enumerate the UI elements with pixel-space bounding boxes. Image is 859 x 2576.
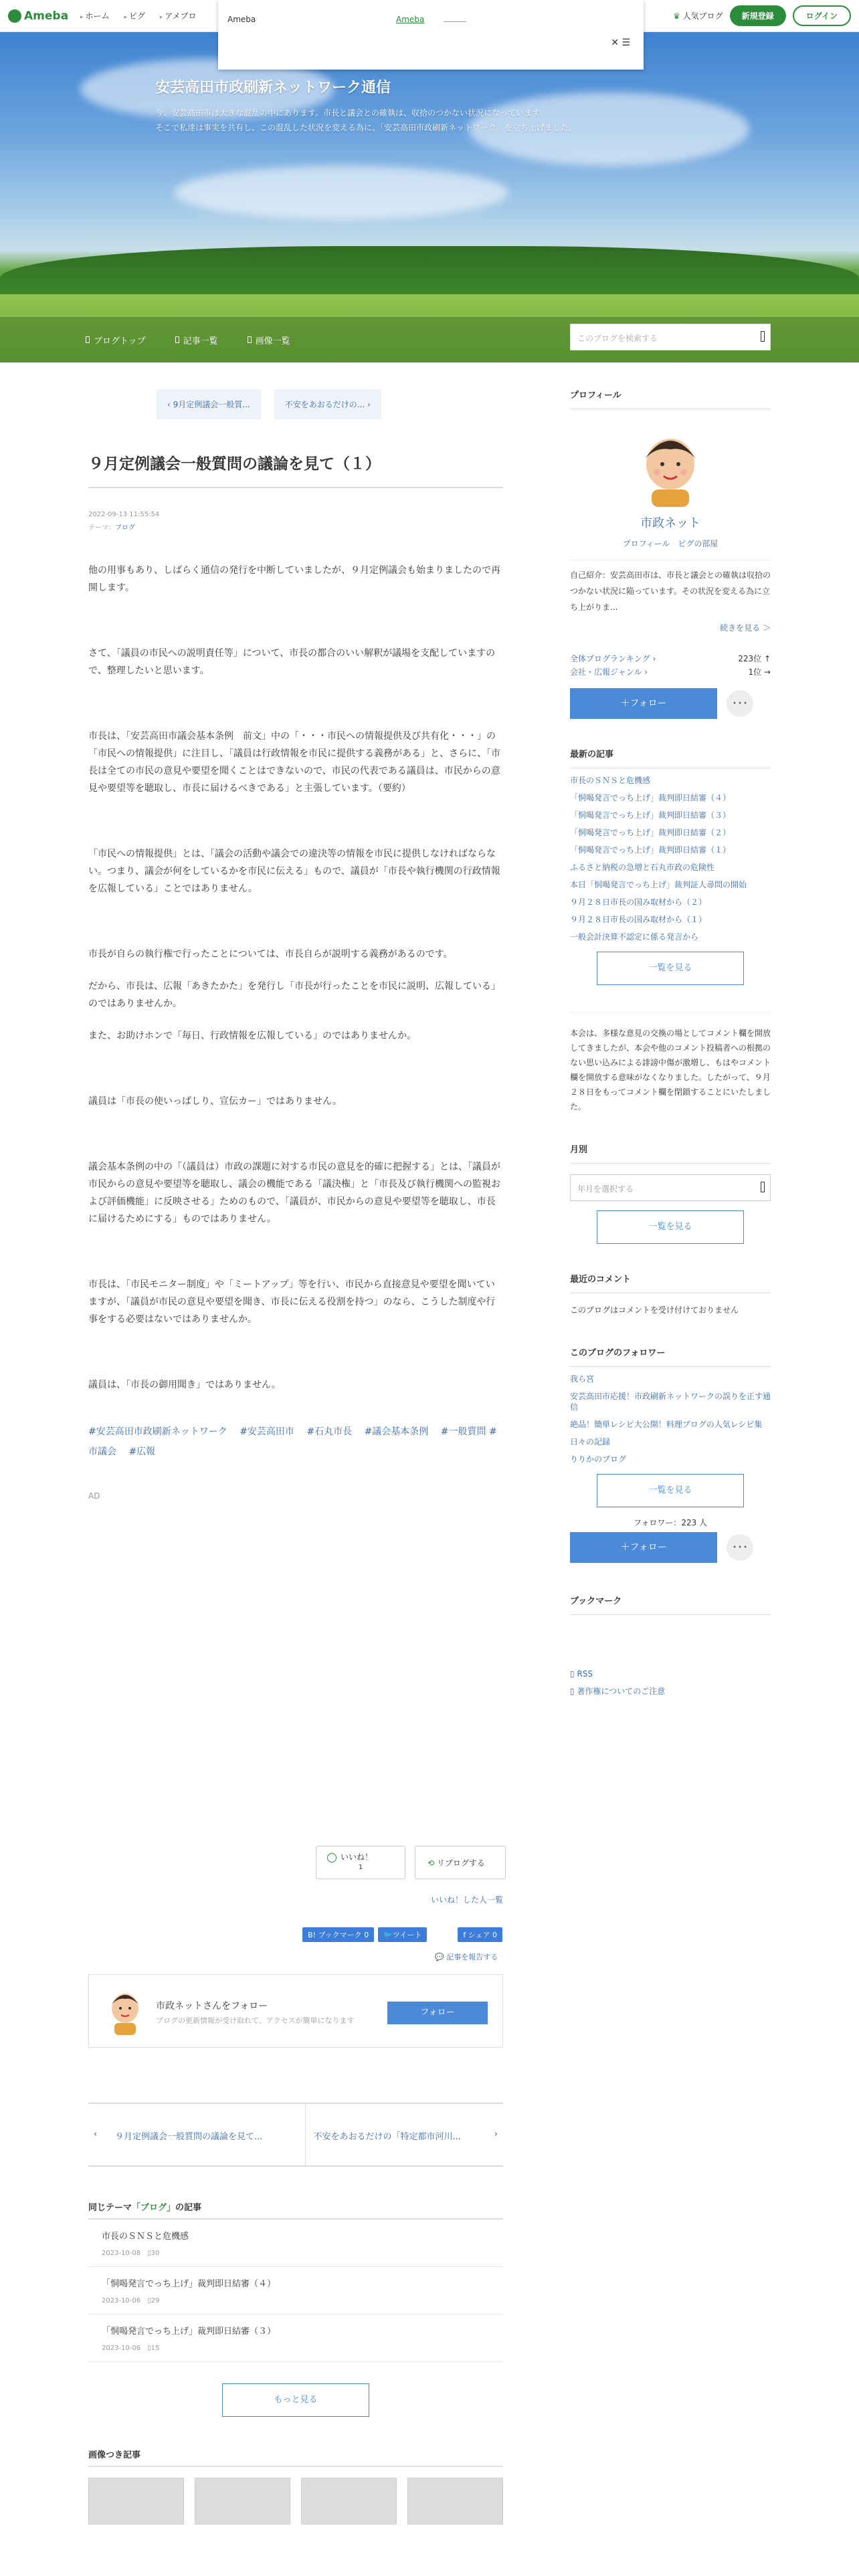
- blog-description: 今、安芸高田市は大きな混乱の中にあります。市長と議会との確執は、収拾のつかない状況になっています。 そこで私達は事実を共有し、この混乱した状況を変える為に、「安芸高田市政刷新ネットワーク」を立ち上げました。: [155, 108, 577, 132]
- paragraph: 議員は「市長の使いっぱしり、宣伝カー」ではありません。: [88, 1096, 342, 1107]
- hashtag[interactable]: #安芸高田市政刷新ネットワーク: [88, 1426, 227, 1437]
- follower-blog-link[interactable]: 日々の記録: [570, 1437, 611, 1446]
- rankings: [570, 652, 771, 679]
- main-column: [88, 362, 503, 1501]
- article-body: [88, 562, 503, 1394]
- rss-link[interactable]: ▯ RSS: [570, 1669, 593, 1679]
- bottom-pager: [88, 2103, 503, 2167]
- recent-list-button[interactable]: 一覧を見る: [597, 952, 744, 985]
- profile-name[interactable]: 市政ネット: [640, 516, 700, 530]
- popular-blog-link[interactable]: ♛ 人気ブログ: [673, 10, 723, 21]
- nav-home[interactable]: ▸ ホーム: [80, 10, 109, 21]
- article-thumbnail[interactable]: [407, 2478, 503, 2525]
- subnav-blog-top[interactable]: ブログトップ: [86, 334, 146, 346]
- recent-comments: [570, 1272, 771, 1317]
- ad-label: AD: [88, 1491, 100, 1501]
- followers-title: このブログのフォロワー: [570, 1346, 771, 1367]
- recent-article-link[interactable]: 「恫喝発言でっち上げ」裁判即日結審（４）: [570, 793, 731, 802]
- follow-button[interactable]: ＋フォロー: [570, 1532, 717, 1563]
- reblog-icon: ⟲: [427, 1858, 437, 1868]
- sidebar: [570, 362, 771, 1703]
- recent-article-link[interactable]: ふるさと納税の急増と石丸市政の危険性: [570, 863, 715, 872]
- page-icon: [248, 336, 252, 343]
- tweet-button[interactable]: 🐦ツイート: [378, 1927, 427, 1942]
- paragraph: 市長は、「安芸高田市議会基本条例 前文」中の「・・・市民への情報提供及び共有化・・・」の「市民への情報提供」に注目し、「議員は行政情報を市民に提供する義務がある」と、さらに、「市長は全ての市民の意見や要望を聞くことはできないので、市民の代表である議員は、市民からの意見や要望等を聴取し、市長に届けるべきである」と主張しています。（要約）: [88, 731, 500, 794]
- page-icon: [175, 336, 179, 343]
- ad-link[interactable]: Ameba: [396, 15, 425, 24]
- more-button[interactable]: もっと見る: [222, 2383, 369, 2417]
- report-article-link[interactable]: 💬 記事を報告する: [435, 1953, 498, 1961]
- article-thumbnail[interactable]: [301, 2478, 397, 2525]
- copyright-link[interactable]: ▯ 著作権についてのご注意: [570, 1687, 666, 1696]
- more-options-icon[interactable]: ･･･: [727, 1534, 753, 1561]
- hatena-bookmark-button[interactable]: B! ブックマーク 0: [302, 1927, 374, 1942]
- rank-overall[interactable]: 全体ブログランキング › 223位 ↑: [570, 654, 771, 663]
- search-icon[interactable]: [761, 331, 765, 342]
- subnav-image-list[interactable]: 画像一覧: [248, 334, 290, 346]
- recent-article-link[interactable]: 本日「恫喝発言でっち上げ」裁判証人尋問の開始: [570, 880, 747, 889]
- top-pager: [157, 389, 503, 419]
- comments-text: このブログはコメントを受け付けておりません: [570, 1305, 739, 1315]
- avatar: [105, 1988, 145, 2035]
- paragraph: だから、市長は、広報「あきたかた」を発行し「市長が行ったことを市民に説明、広報している」のではありませんか。: [88, 981, 500, 1009]
- recent-article-link[interactable]: 「恫喝発言でっち上げ」裁判即日結審（２）: [570, 828, 731, 837]
- paragraph: 市長が自らの執行権で行ったことについては、市長自らが説明する義務があるのです。: [88, 949, 453, 960]
- hashtag[interactable]: #市議会: [88, 1426, 497, 1457]
- next-article-link[interactable]: 不安をあおるだけの「特定都市河川... ›: [313, 2129, 498, 2142]
- login-button[interactable]: ログイン: [793, 5, 851, 26]
- recent-article-link[interactable]: 「恫喝発言でっち上げ」裁判即日結審（３）: [570, 811, 731, 820]
- article-title[interactable]: ９月定例議会一般質問の議論を見て（１）: [88, 451, 503, 488]
- paragraph: 議会基本条例の中の「（議員は）市政の課題に対する市民の意見を的確に把握する」とは、「議員が市民からの意見や要望等を聴取し、議会の機能である「議決権」と「市長及び執行機関への監視および評価機能」に反映させる」ためのもので、「議員が、市民からの意見や要望等を聴取し、市長に届けるためにする」ものではありません。: [88, 1162, 500, 1224]
- followers-section: [570, 1346, 771, 1563]
- list-item[interactable]: 「恫喝発言でっち上げ」裁判即日結審（４） 2023-10-06 ▯29: [88, 2267, 503, 2315]
- monthly-title: 月別: [570, 1142, 771, 1164]
- follower-blog-link[interactable]: 我ら宮: [570, 1374, 595, 1384]
- recent-article-link[interactable]: ９月２８日市長の国み取材から（１）: [570, 915, 707, 924]
- article-date: 2022-09-13 11:55:54: [88, 511, 160, 518]
- nav-ameblo[interactable]: ▸ アメブロ: [160, 10, 197, 21]
- profile-section: [570, 388, 771, 719]
- blog-header-image: [0, 32, 859, 362]
- smile-icon: [327, 1853, 337, 1862]
- article-theme: テーマ：ブログ: [88, 524, 135, 532]
- follow-button[interactable]: フォロー: [387, 2002, 488, 2024]
- comment-icon: ▯: [147, 2297, 151, 2304]
- follower-blog-link[interactable]: りりかのブログ: [570, 1455, 627, 1464]
- follow-card-sub: ブログの更新情報が受け取れて、アクセスが簡単になります: [156, 2016, 355, 2025]
- monthly-list-button[interactable]: 一覧を見る: [597, 1210, 744, 1244]
- like-button[interactable]: いいね！ 1: [316, 1846, 405, 1879]
- theme-link[interactable]: ブログ: [115, 524, 135, 532]
- close-icon[interactable]: ✕ ☰: [611, 37, 630, 48]
- chat-icon: 💬: [435, 1953, 447, 1961]
- same-theme-title: 同じテーマ「ブログ」の記事: [88, 2200, 503, 2220]
- facebook-icon: f: [463, 1931, 468, 1939]
- follower-blog-link[interactable]: 安芸高田市応援！市政刷新ネットワークの誤りを正す通信: [570, 1392, 771, 1412]
- chevron-down-icon: [761, 1182, 765, 1192]
- like-count: 1: [358, 1864, 363, 1871]
- prev-article-link[interactable]: ‹ 9月定例議会一般質...: [157, 389, 261, 419]
- recent-article-link[interactable]: 市長のＳＮＳと危機感: [570, 776, 651, 785]
- bookmark-title: ブックマーク: [570, 1594, 771, 1615]
- comments-title: 最近のコメント: [570, 1272, 771, 1293]
- twitter-icon: 🐦: [383, 1931, 393, 1939]
- recent-article-link[interactable]: ９月２８日市長の国み取材から（２）: [570, 897, 707, 907]
- paragraph: また、お助けホンで「毎日、行政情報を広報している」のではありませんか。: [88, 1031, 416, 1041]
- follow-row: [570, 688, 771, 719]
- follower-count: フォロワー：223 人: [633, 1518, 708, 1527]
- paragraph: 議員は、「市長の御用聞き」ではありません。: [88, 1380, 281, 1390]
- blog-title[interactable]: 安芸高田市政刷新ネットワーク通信: [155, 80, 391, 96]
- follow-card: [88, 1974, 503, 2048]
- paragraph: 他の用事もあり、しばらく通信の発行を中断していましたが、９月定例議会も始まりましたので再開します。: [88, 565, 500, 593]
- frog-icon: [8, 9, 21, 23]
- recent-article-link[interactable]: 「恫喝発言でっち上げ」裁判即日結審（１）: [570, 845, 731, 855]
- article-meta: [88, 508, 503, 535]
- list-item[interactable]: 「恫喝発言でっち上げ」裁判即日結審（３） 2023-10-06 ▯15: [88, 2315, 503, 2362]
- hashtag[interactable]: #議会基本条例: [364, 1426, 429, 1437]
- hashtag[interactable]: #一般質問: [440, 1426, 486, 1437]
- top-nav: [80, 10, 196, 21]
- same-theme-articles: [88, 2200, 503, 2362]
- article-thumbnail[interactable]: [88, 2478, 184, 2525]
- document-icon: ▯: [570, 1687, 577, 1696]
- who-liked-link[interactable]: いいね！した人一覧: [431, 1895, 504, 1905]
- paragraph: 市長は、「市民モニター制度」や「ミートアップ」等を行い、市民から直接意見や要望を聞いていますが、「議員が市民の意見や要望を聞き、市長に伝える役割を持つ」のなら、こうした制度や行事をする必要はないではありませんか。: [88, 1279, 496, 1325]
- reblog-button[interactable]: ⟲ リブログする: [415, 1846, 506, 1879]
- prev-article-link[interactable]: ‹ ９月定例議会一般質問の議論を見て...: [88, 2104, 306, 2165]
- nav-pigg[interactable]: ▸ ピグ: [124, 10, 145, 21]
- follow-card-title: 市政ネットさんをフォロー: [156, 2001, 268, 2012]
- profile-more-link[interactable]: 続きを見る ＞: [720, 623, 771, 633]
- ad-divider: [444, 21, 466, 22]
- share-buttons: [302, 1927, 502, 1942]
- ad-popup: [218, 0, 644, 70]
- recent-article-link[interactable]: 一般会計決算不認定に係る発言から: [570, 932, 699, 942]
- list-item[interactable]: 市長のＳＮＳと危機感 2023-10-08 ▯30: [88, 2220, 503, 2267]
- comment-notice: 本会は、多様な意見の交換の場としてコメント欄を開放してきましたが、本会や他のコメント投稿者への根拠のない思い込みによる誹謗中傷が激増し、もはやコメント欄を開放する意味がなくなりました。したがって、９月２８日をもってコメント欄を閉鎖することにいたしました。: [570, 1012, 771, 1114]
- follower-blog-link[interactable]: 絶品！簡単レシピ大公開！料理ブログの人気レシピ集: [570, 1420, 763, 1429]
- month-select[interactable]: 年月を選択する: [570, 1174, 771, 1201]
- page-icon: [86, 336, 90, 343]
- blog-search-input[interactable]: このブログを検索する: [570, 324, 771, 350]
- hashtags: [88, 1422, 503, 1462]
- subnav-article-list[interactable]: 記事一覧: [175, 334, 218, 346]
- footer-bar: [0, 2535, 859, 2576]
- followers-list-button[interactable]: 一覧を見る: [597, 1474, 744, 1507]
- paragraph: さて、「議員の市民への説明責任等」について、市長の都合のいい解釈が議場を支配していますので、整理したいと思います。: [88, 648, 496, 676]
- more-options-icon[interactable]: ･･･: [727, 690, 753, 717]
- facebook-share-button[interactable]: f シェア 0: [458, 1927, 502, 1942]
- follow-row: [570, 1532, 771, 1563]
- hashtag[interactable]: #安芸高田市: [240, 1426, 294, 1437]
- profile-title: プロフィール: [570, 388, 771, 409]
- bookmark-section: [570, 1594, 771, 1697]
- register-button[interactable]: 新規登録: [730, 5, 786, 26]
- ameba-logo[interactable]: Ameba: [8, 9, 68, 23]
- profile-links[interactable]: プロフィール ピグの部屋: [622, 539, 719, 548]
- reactions: [316, 1846, 506, 1879]
- recent-articles: [570, 747, 771, 985]
- profile-avatar[interactable]: [636, 427, 705, 507]
- comment-icon: ▯: [147, 2345, 151, 2352]
- image-articles: [88, 2448, 503, 2525]
- image-articles-title: 画像つき記事: [88, 2448, 503, 2467]
- top-right: [673, 5, 851, 26]
- profile-description: 自己紹介：安芸高田市は、市長と議会との確執は収拾のつかない状況に陥っています。その状況を変える為に立ち上がりま...: [570, 560, 771, 615]
- follow-button[interactable]: ＋フォロー: [570, 688, 717, 719]
- next-article-link[interactable]: 不安をあおるだけの... ›: [274, 389, 381, 419]
- hashtag[interactable]: #広報: [128, 1446, 156, 1457]
- comment-icon: ▯: [147, 2250, 151, 2257]
- hashtag[interactable]: #石丸市長: [306, 1426, 353, 1437]
- paragraph: 「市民への情報提供」とは、「議会の活動や議会での違決等の情報を市民に提供しなければならない。つまり、議会が何をしているかを市民に伝える」もので、議員が「市長や執行機関の行政情報を広報している」ことではありません。: [88, 849, 500, 894]
- recent-title: 最新の記事: [570, 747, 771, 768]
- rank-genre[interactable]: 会社・広報ジャンル › 1位 →: [570, 667, 771, 677]
- monthly-archive: [570, 1142, 771, 1244]
- ad-label: Ameba: [227, 15, 256, 24]
- rss-icon: ▯: [570, 1669, 577, 1679]
- article-thumbnail[interactable]: [195, 2478, 290, 2525]
